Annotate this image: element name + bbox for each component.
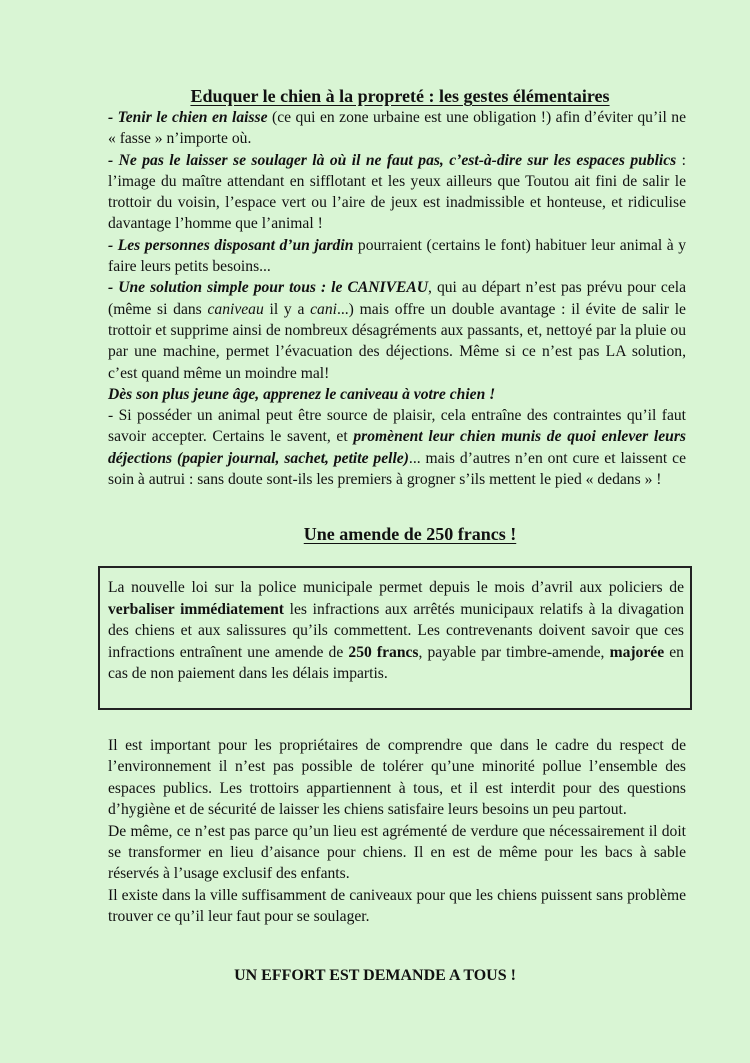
tip-garden [108,235,686,278]
tip-garden-text: pourraient (certains le font) habituer leur animal à y faire leurs petits besoins... [108,236,686,276]
responsibility-paragraph-2: De même, ce n’est pas parce qu’un lieu est agrémenté de verdure que nécessairement il doit se transformer en lieu d’aisance pour chiens. Il en est de même pour les bacs à sable réservés à l’usage exclusif des enfants. [108,822,686,883]
responsibility-paragraph-3: Il existe dans la ville suffisamment de caniveaux pour que les chiens puissent sans problème trouver ce qu’il leur faut pour se soulager. [108,886,686,926]
tip-gutter-closing [108,384,686,405]
tip-gutter-text-3: ...) mais offre un double avantage : il évite de salir le trottoir et supprime ainsi de nombreux désagréments aux passants, et, nettoyé par la pluie ou par une machine, permet l’évacuation des déjections. Même si ce n’est pas LA solution, c’est quand même un moindre mal! [108,300,686,382]
tip-garden-lead: - Les personnes disposant d’un jardin [108,236,354,254]
page-title: Eduquer le chien à la propreté : les gestes élémentaires [190,86,610,106]
tip-gutter-word-caniveau: caniveau [207,300,264,318]
fine-notice-part-1: La nouvelle loi sur la police municipale permet depuis le mois d’avril aux policiers de [108,579,684,596]
fine-notice-bold-amount: 250 francs [348,643,419,661]
tip-gutter-text-1: , qui au départ n’est pas prévu pour cela (même si dans [108,279,686,318]
tip-constraints-text-2: ... mais d’autres n’en ont cure et laissent ce soin à autrui : sans doute sont-ils les premiers à grogner s’ils mettent le pied « dedans » ! [108,449,686,489]
tip-gutter-word-cani: cani [310,300,337,318]
fine-subtitle: Une amende de 250 francs ! [303,524,517,544]
fine-notice-bold-verbaliser: verbaliser immédiatement [108,600,284,618]
fine-notice-part-3: , payable par timbre-amende, [418,643,610,661]
tip-constraints-emph: promènent leur chien munis de quoi enlever leurs déjections (papier journal, sachet, petite pelle) [108,428,686,467]
tip-public-spaces-text: : l’image du maître attendant en sifflotant et les yeux ailleurs que Toutou ait fini de salir le trottoir du voisin, l’espace vert ou l’aire de jeux est inadmissible et honteuse, et ridiculise davantage l’homme que l’animal ! [108,151,687,233]
tip-public-spaces [108,150,686,235]
section-responsibility [108,735,686,928]
responsibility-paragraph-1: Il est important pour les propriétaires de comprendre que dans le cadre du respect de l’environnement il n’est pas possible de tolérer qu’une minorité pollue l’ensemble des espaces publics. Les trottoirs appartiennent à tous, et il est interdit pour des questions d’hygiène et de sécurité de laisser les chiens satisfaire leurs besoins un peu partout. [108,737,686,819]
fine-notice-part-2: les infractions aux arrêtés municipaux relatifs à la divagation des chiens et aux salissures qu’ils commettent. Les contrevenants doivent savoir que ces infractions entraînent une amende de [108,600,684,661]
tip-constraints [108,405,686,490]
tip-gutter [108,277,686,383]
fine-notice-part-4: en cas de non paiement dans les délais impartis. [108,643,684,683]
closing-call: UN EFFORT EST DEMANDE A TOUS ! [234,967,516,984]
tip-leash-text: (ce qui en zone urbaine est une obligation !) afin d’éviter qu’il ne « fasse » n’importe où. [108,109,686,148]
tip-constraints-text-1: - Si posséder un animal peut être source de plaisir, cela entraîne des contraintes qu’il faut savoir accepter. Certains le savent, et [108,407,686,446]
tip-gutter-lead: - Une solution simple pour tous : le CANIVEAU [108,279,429,297]
fine-notice-bold-majoree: majorée [609,643,665,661]
fine-notice-text [108,577,684,685]
tip-leash-lead: - Tenir le chien en laisse [108,109,268,126]
tip-leash [108,107,686,150]
tip-gutter-text-2: il y a [263,300,311,318]
section-hygiene-tips [108,107,686,490]
tip-public-spaces-lead: - Ne pas le laisser se soulager là où il ne faut pas, c’est-à-dire sur les espaces publics [108,151,677,169]
tip-gutter-closing-text: Dès son plus jeune âge, apprenez le caniveau à votre chien ! [108,385,496,403]
